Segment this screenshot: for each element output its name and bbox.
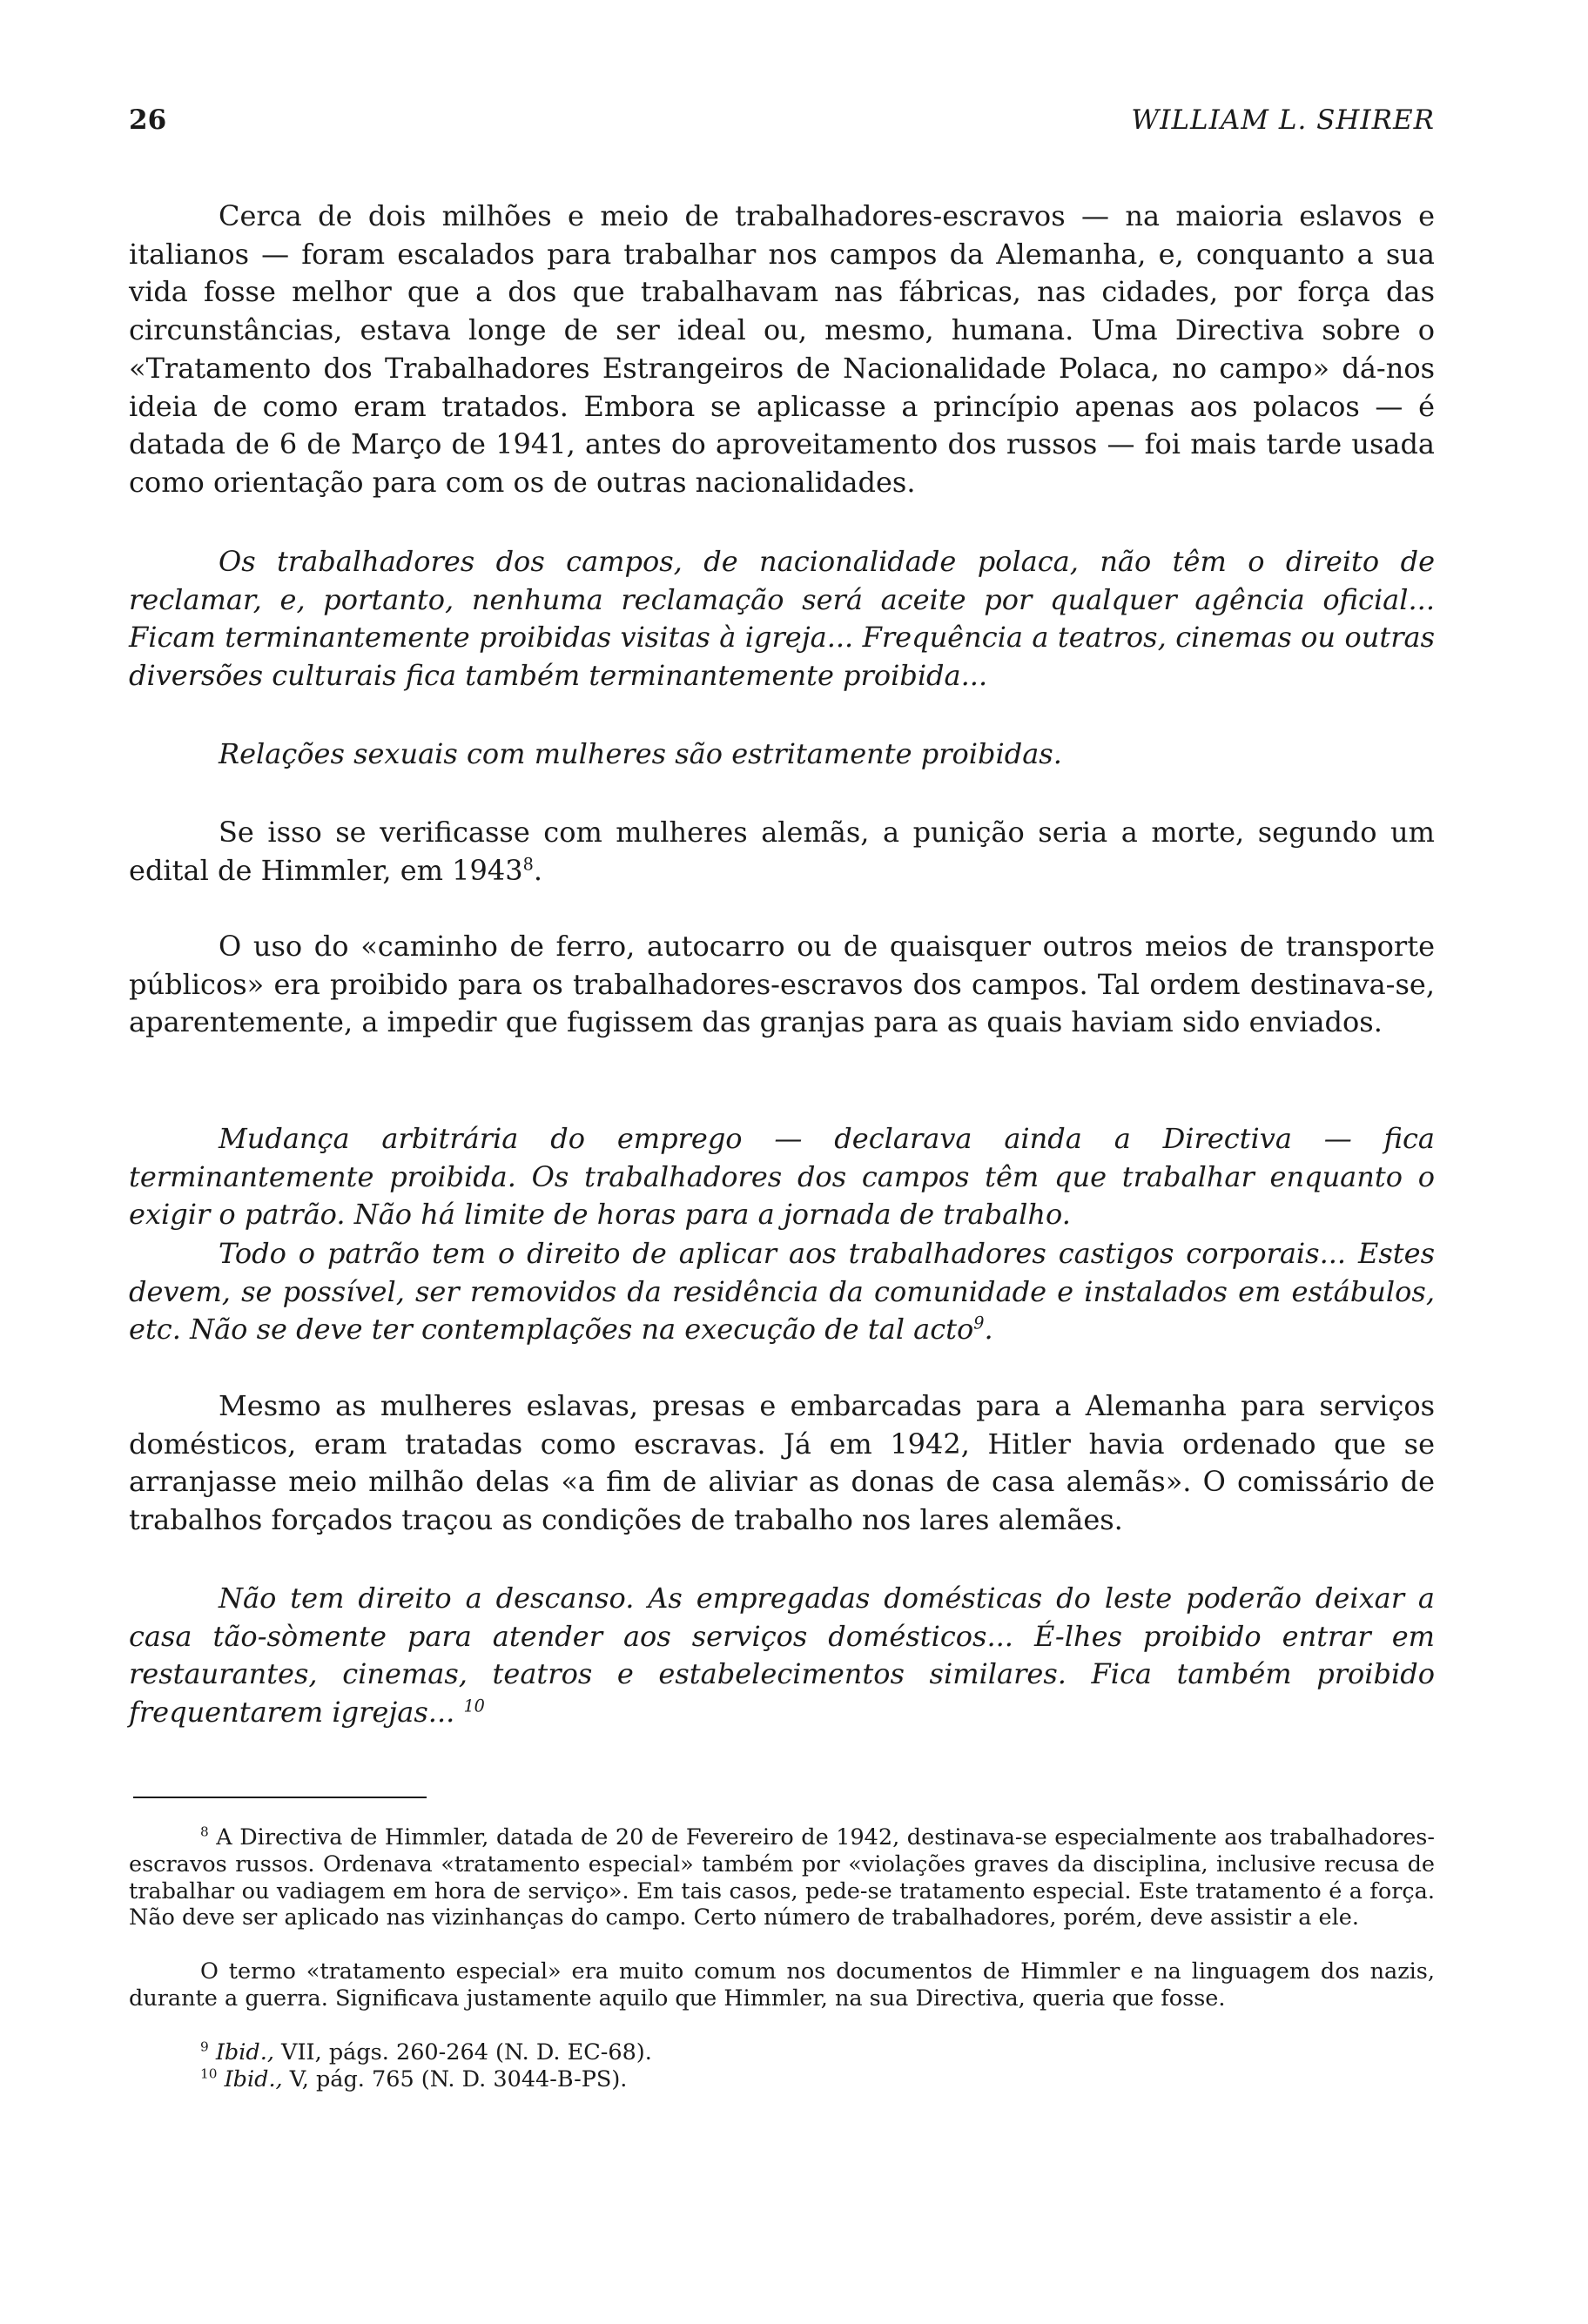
footnote-9: $^9$ Ibid., VII, págs. 260-264 (N. D. EC-68). xyxy=(200,2039,652,2065)
footnote-8-continued: O termo «tratamento especial» era muito comum nos documentos de Himmler e na linguagem dos nazis, durante a guerra. Significava justamente aquilo que Himmler, na sua Directiva, queria que fosse. xyxy=(129,1958,1435,2012)
footnote-divider xyxy=(133,1797,427,1798)
paragraph-2: Se isso se verificasse com mulheres alemãs, a punição seria a morte, segundo um edital de Himmler, em 1943$^8$. xyxy=(129,816,1435,887)
footnote-ref-10[interactable]: 10 xyxy=(463,1696,485,1716)
footnote-ref-8[interactable]: 8 xyxy=(522,854,534,875)
quote-paragraph-4: Todo o patrão tem o direito de aplicar aos trabalhadores castigos corporais... Estes devem, se possível, ser removidos da residência da comunidade e instalados em estábulos, etc. Não se deve ter contemplações na execução de tal acto$^9$. xyxy=(129,1237,1435,1347)
page-header xyxy=(129,104,1435,148)
footnote-ref-9[interactable]: 9 xyxy=(973,1313,985,1333)
page-number: 26 xyxy=(129,104,167,136)
quote-paragraph-2: Relações sexuais com mulheres são estritamente proibidas. xyxy=(219,737,1062,770)
running-head: WILLIAM L. SHIRER xyxy=(1131,104,1435,136)
footnote-marker: 8 xyxy=(200,1824,209,1840)
quote-paragraph-5: Não tem direito a descanso. As empregadas domésticas do leste poderão deixar a casa tão-sòmente para atender aos serviços domésticos... É-lhes proibido entrar em restaurantes, cinemas, teatros e estabelecimentos similares. Fica também proibido frequentarem igrejas... $^{10}$ xyxy=(129,1582,1435,1730)
paragraph-1: Cerca de dois milhões e meio de trabalhadores-escravos — na maioria eslavos e italianos — foram escalados para trabalhar nos campos da Alemanha, e, conquanto a sua vida fosse melhor que a dos que trabalhavam nas fábricas, nas cidades, por força das circunstâncias, estava longe de ser ideal ou, mesmo, humana. Uma Directiva sobre o «Tratamento dos Trabalhadores Estrangeiros de Nacionalidade Polaca, no campo» dá-nos ideia de como eram tratados. Embora se aplicasse a princípio apenas aos polacos — é datada de 6 de Março de 1941, antes do aproveitamento dos russos — foi mais tarde usada como orientação para com os de outras nacionalidades. xyxy=(129,199,1435,499)
quote-paragraph-1: Os trabalhadores dos campos, de nacionalidade polaca, não têm o direito de reclamar, e, portanto, nenhuma reclamação será aceite por qualquer agência oficial... Ficam terminantemente proibidas visitas à igreja... Frequência a teatros, cinemas ou outras diversões culturais fica também terminantemente proibida... xyxy=(129,545,1435,693)
paragraph-3: O uso do «caminho de ferro, autocarro ou de quaisquer outros meios de transporte públicos» era proibido para os trabalhadores-escravos dos campos. Tal ordem destinava-se, aparentemente, a impedir que fugissem das granjas para as quais haviam sido enviados. xyxy=(129,930,1435,1039)
footnote-marker: 10 xyxy=(200,2065,218,2082)
footnote-10: $^{10}$ Ibid., V, pág. 765 (N. D. 3044-B-PS). xyxy=(200,2065,628,2092)
footnote-marker: 9 xyxy=(200,2039,209,2055)
quote-paragraph-3: Mudança arbitrária do emprego — declarava ainda a Directiva — fica terminantemente proibida. Os trabalhadores dos campos têm que trabalhar enquanto o exigir o patrão. Não há limite de horas para a jornada de trabalho. xyxy=(129,1122,1435,1232)
footnote-8: $^8$ A Directiva de Himmler, datada de 20 de Fevereiro de 1942, destinava-se especialmente aos trabalhadores-escravos russos. Ordenava «tratamento especial» também por «violações graves da disciplina, inclusive recusa de trabalhar ou vadiagem em hora de serviço». Em tais casos, pede-se tratamento especial. Este tratamento é a força. Não deve ser aplicado nas vizinhanças do campo. Certo número de trabalhadores, porém, deve assistir a ele. xyxy=(129,1824,1435,1931)
paragraph-4: Mesmo as mulheres eslavas, presas e embarcadas para a Alemanha para serviços domésticos, eram tratadas como escravas. Já em 1942, Hitler havia ordenado que se arranjasse meio milhão delas «a fim de aliviar as donas de casa alemãs». O comissário de trabalhos forçados traçou as condições de trabalho nos lares alemães. xyxy=(129,1389,1435,1537)
